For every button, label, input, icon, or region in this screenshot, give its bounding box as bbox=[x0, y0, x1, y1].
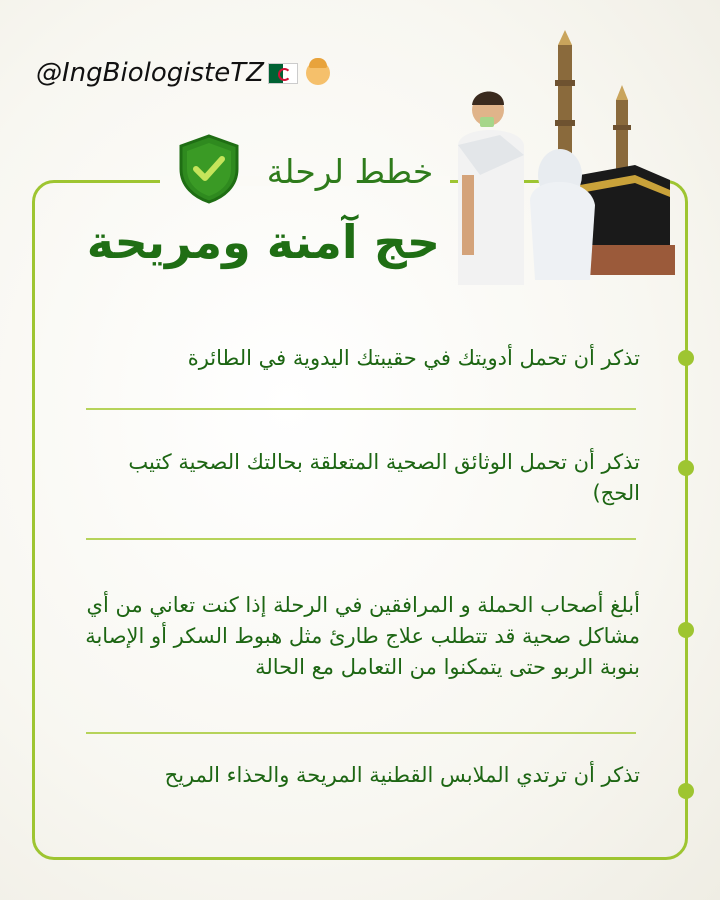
health-worker-emoji-icon bbox=[306, 61, 330, 85]
tip-item-2: تذكر أن تحمل الوثائق الصحية المتعلقة بحالتك الصحية كتيب الحج) bbox=[128, 450, 640, 505]
pilgrims-kaaba-illustration bbox=[440, 25, 690, 295]
subtitle: خطط لرحلة bbox=[266, 152, 434, 191]
bullet-dot-2 bbox=[678, 460, 694, 476]
divider-3 bbox=[86, 732, 636, 734]
tip-item-1: تذكر أن تحمل أدويتك في حقيبتك اليدوية في الطائرة bbox=[187, 346, 640, 370]
shield-check-icon bbox=[176, 133, 242, 205]
tip-item-3: أبلغ أصحاب الحملة و المرافقين في الرحلة إذا كنت تعاني من أي مشاكل صحية قد تتطلب علاج طارئ مثل هبوط السكر أو الإصابة بنوبة الربو حتى يتمكنوا من التعامل مع الحالة bbox=[85, 593, 640, 679]
page-title: حج آمنة ومريحة bbox=[86, 215, 440, 269]
divider-1 bbox=[86, 408, 636, 410]
handle-text: @IngBiologisteTZ bbox=[36, 58, 264, 88]
divider-2 bbox=[86, 538, 636, 540]
bullet-dot-4 bbox=[678, 783, 694, 799]
tip-item-4: تذكر أن ترتدي الملابس القطنية المريحة والحذاء المريح bbox=[164, 763, 640, 787]
algeria-flag-icon bbox=[268, 63, 298, 84]
author-handle bbox=[36, 58, 330, 88]
bullet-dot-3 bbox=[678, 622, 694, 638]
bullet-dot-1 bbox=[678, 350, 694, 366]
